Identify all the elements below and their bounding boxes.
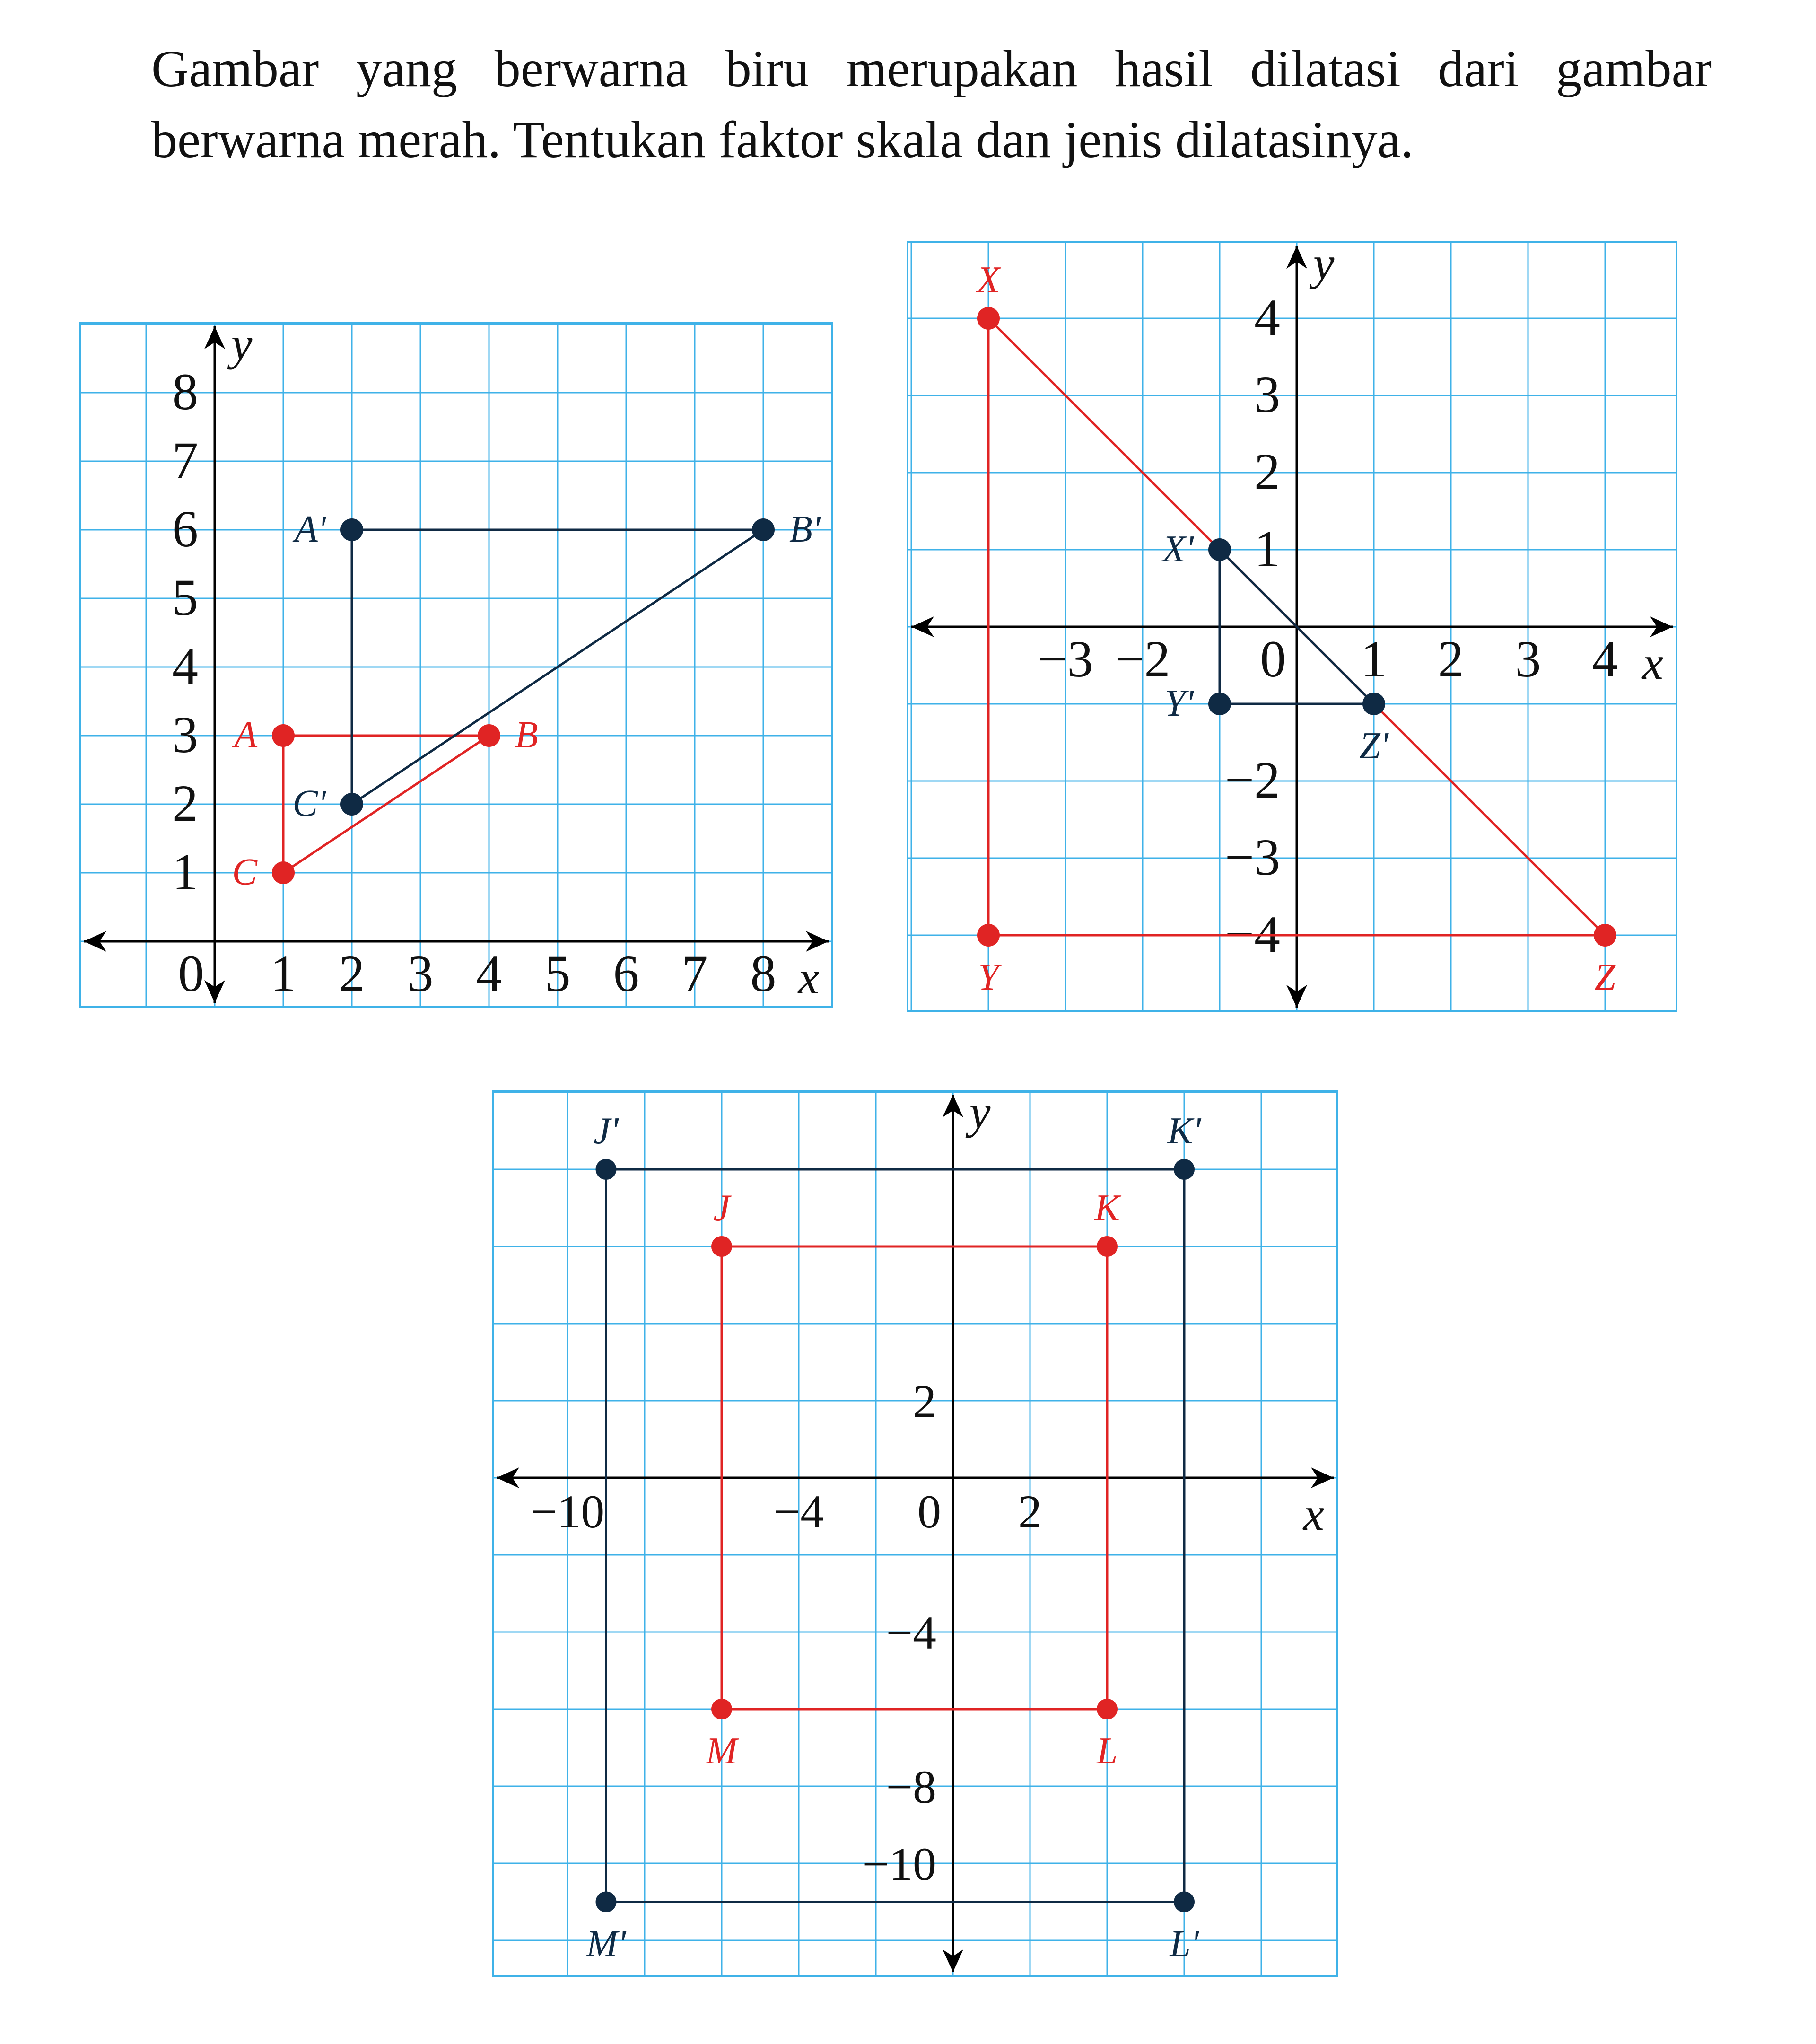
vertex-y-prime (1208, 693, 1231, 715)
vertex-label: L' (1170, 1923, 1199, 1965)
x-tick-label: −10 (530, 1485, 605, 1538)
y-axis-label: y (1313, 241, 1335, 289)
vertex-label: M' (586, 1923, 626, 1965)
vertex-label: B (515, 714, 538, 756)
x-tick-label: 1 (1361, 630, 1387, 688)
x-axis-label: x (798, 951, 819, 1004)
y-tick-label: 7 (172, 431, 198, 489)
x-tick-label: 1 (270, 945, 297, 1002)
y-tick-label: −10 (862, 1838, 936, 1890)
vertex-c-prime (340, 793, 363, 816)
vertex-label: B' (789, 509, 821, 550)
x-tick-label: 4 (1592, 630, 1618, 688)
x-tick-label: 2 (1018, 1485, 1042, 1538)
vertex-k (1097, 1236, 1118, 1257)
vertex-label: A (234, 714, 257, 756)
vertex-a-prime (340, 518, 363, 541)
y-tick-label: 4 (172, 637, 198, 695)
y-tick-label: 2 (172, 774, 198, 832)
vertex-label: Y' (1164, 683, 1194, 724)
vertex-z (1594, 924, 1616, 947)
x-tick-label: −2 (1115, 630, 1170, 688)
vertex-label: X' (1162, 528, 1194, 570)
y-tick-label: 3 (1254, 366, 1280, 423)
vertex-label: A' (295, 509, 326, 550)
x-axis-label: x (1303, 1488, 1324, 1540)
original-shape (706, 1187, 1122, 1772)
x-tick-label: 8 (750, 945, 777, 1002)
x-tick-label: 3 (407, 945, 434, 1002)
question-text: Gambar yang berwarna biru merupakan hasil dilatasi dari gambar berwarna merah. Tentukan faktor skala dan jenis dilatasinya. (151, 40, 1712, 168)
vertex-label: C' (292, 783, 326, 825)
vertex-x (977, 307, 1000, 330)
vertex-j-prime (596, 1159, 617, 1180)
x-tick-label: −3 (1038, 630, 1093, 688)
vertex-label: J' (594, 1110, 619, 1152)
y-tick-label: 8 (172, 363, 198, 421)
x-tick-label: 3 (1515, 630, 1541, 688)
vertex-b (478, 724, 500, 747)
y-axis-label: y (969, 1090, 991, 1138)
vertex-label: K' (1167, 1110, 1201, 1152)
vertex-label: X (977, 259, 1000, 301)
vertex-z-prime (1362, 693, 1385, 715)
vertex-m-prime (596, 1892, 617, 1912)
y-tick-label: −4 (1224, 905, 1280, 963)
y-tick-label: −2 (1224, 751, 1280, 809)
x-tick-label: 2 (1438, 630, 1464, 688)
x-tick-label: 6 (613, 945, 639, 1002)
x-tick-label: −4 (773, 1485, 824, 1538)
vertex-m (711, 1699, 732, 1719)
vertex-j (711, 1236, 732, 1257)
graph-triangle-xyz (907, 241, 1677, 1012)
vertex-label: K (1094, 1187, 1120, 1229)
vertex-c (272, 861, 295, 884)
y-tick-label: 2 (1254, 443, 1280, 500)
y-tick-label: 5 (172, 569, 198, 626)
x-axis-label: x (1642, 637, 1663, 689)
vertex-l (1097, 1699, 1118, 1719)
vertex-label: M (706, 1730, 738, 1772)
y-tick-label: 4 (1254, 289, 1280, 346)
y-axis-label: y (231, 322, 253, 370)
vertex-a (272, 724, 295, 747)
y-tick-label: 3 (172, 706, 198, 763)
y-tick-label: −4 (886, 1606, 936, 1659)
x-tick-label: 0 (1260, 630, 1286, 688)
graph-triangle-abc (79, 322, 836, 1012)
y-tick-label: 2 (913, 1375, 936, 1428)
x-tick-label: 4 (476, 945, 502, 1002)
vertex-y (977, 924, 1000, 947)
x-tick-label: 2 (339, 945, 365, 1002)
y-tick-label: −3 (1224, 828, 1280, 886)
graph-rectangle-jklm (492, 1090, 1338, 1979)
vertex-label: Z (1594, 956, 1616, 998)
vertex-k-prime (1174, 1159, 1195, 1180)
y-tick-label: −8 (886, 1761, 936, 1813)
y-tick-label: 6 (172, 500, 198, 558)
x-tick-label: 0 (917, 1485, 941, 1538)
vertex-l-prime (1174, 1892, 1195, 1912)
x-tick-label: 7 (681, 945, 708, 1002)
vertex-label: Y (978, 956, 999, 998)
vertex-label: C (232, 851, 257, 893)
y-tick-label: 1 (172, 843, 198, 901)
vertex-label: J (713, 1187, 730, 1229)
y-tick-label: 1 (1254, 520, 1280, 578)
x-tick-label: 5 (544, 945, 571, 1002)
vertex-label: L (1096, 1730, 1118, 1772)
x-tick-label: 0 (178, 945, 204, 1002)
tick-labels (172, 363, 777, 1002)
vertex-x-prime (1208, 538, 1231, 561)
vertex-b-prime (752, 518, 775, 541)
vertex-label: Z' (1359, 725, 1388, 767)
